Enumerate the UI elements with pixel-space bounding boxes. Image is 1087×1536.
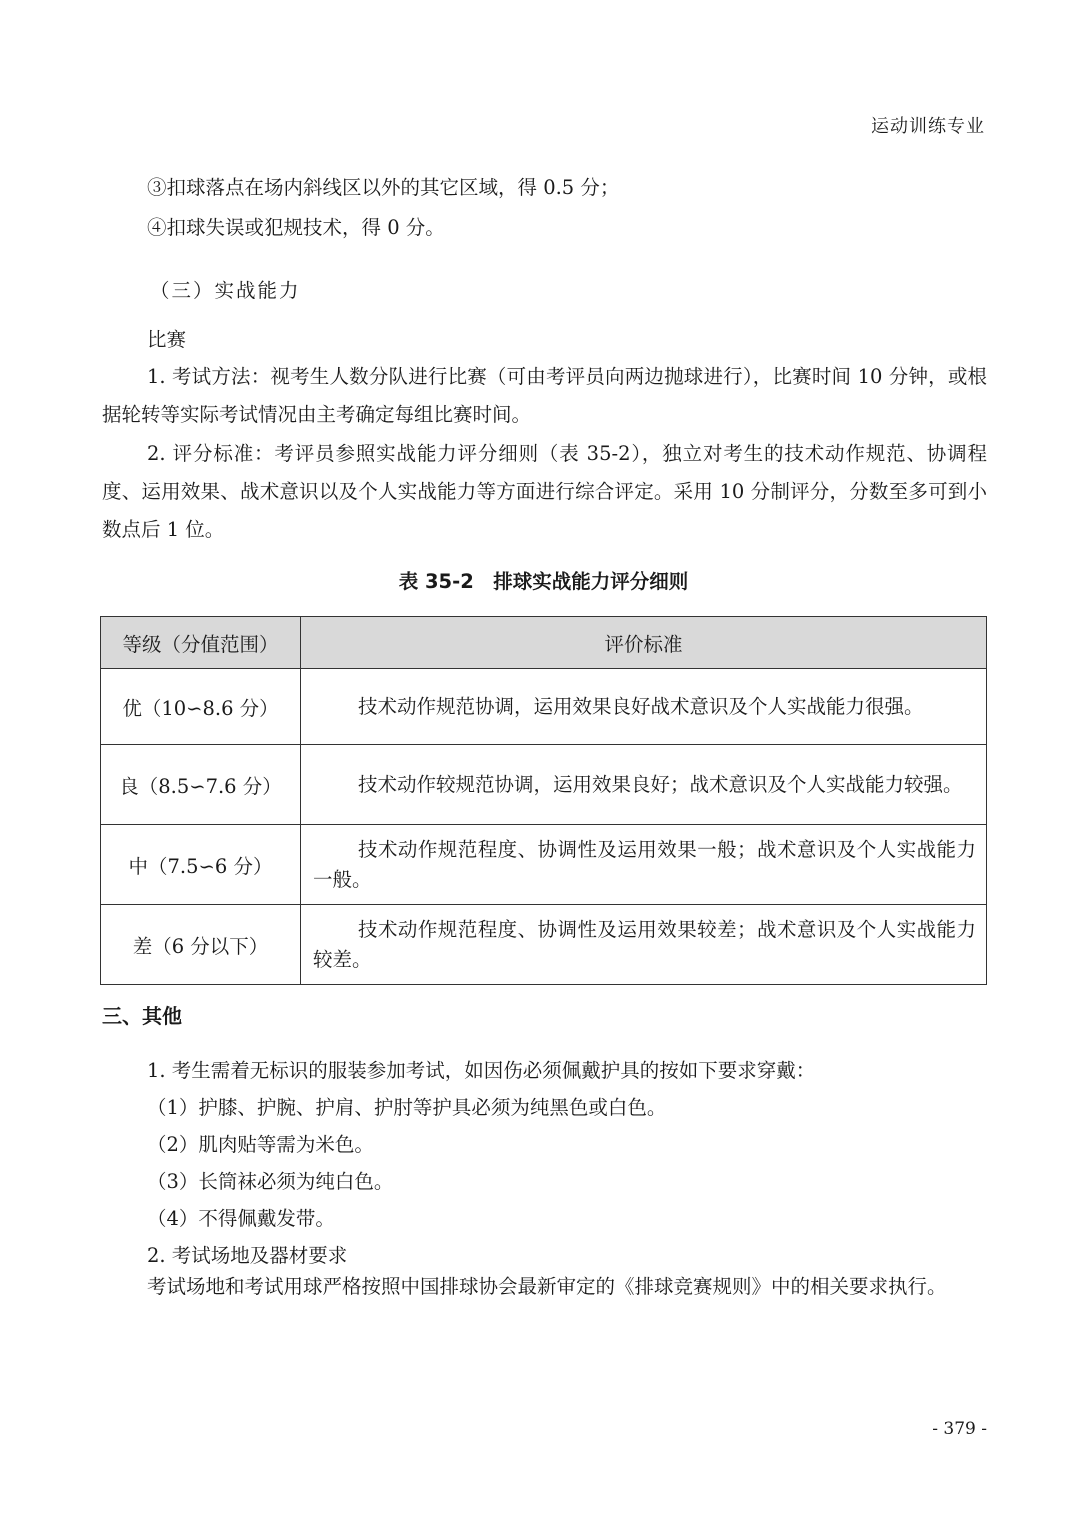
criteria-cell: 技术动作规范协调，运用效果良好战术意识及个人实战能力很强。 xyxy=(301,669,987,745)
venue-requirement-heading: 2. 考试场地及器材要求 xyxy=(147,1244,348,1267)
grade-cell: 良（8.5∽7.6 分） xyxy=(101,745,301,825)
attire-sub-item-2: （2）肌肉贴等需为米色。 xyxy=(147,1133,374,1156)
scoring-table xyxy=(100,616,987,985)
attire-sub-item-4: （4）不得佩戴发带。 xyxy=(147,1207,335,1230)
scoring-item-3: ③扣球落点在场内斜线区以外的其它区域，得 0.5 分； xyxy=(147,176,620,199)
grade-cell: 中（7.5∽6 分） xyxy=(101,825,301,905)
venue-requirement-text: 考试场地和考试用球严格按照中国排球协会最新审定的《排球竞赛规则》中的相关要求执行。 xyxy=(147,1275,947,1298)
criteria-cell: 技术动作规范程度、协调性及运用效果一般；战术意识及个人实战能力一般。 xyxy=(301,825,987,905)
page-number: - 379 - xyxy=(932,1419,987,1439)
running-header: 运动训练专业 xyxy=(871,116,985,137)
table-header-row xyxy=(101,617,987,669)
grade-cell: 差（6 分以下） xyxy=(101,905,301,985)
scoring-standard-paragraph: 2. 评分标准：考评员参照实战能力评分细则（表 35-2），独立对考生的技术动作规范、协调程度、运用效果、战术意识以及个人实战能力等方面进行综合评定。采用 10 分制评分，分数至多可到小数点后 1 位。 xyxy=(102,442,987,541)
header-criteria: 评价标准 xyxy=(301,617,987,669)
header-grade: 等级（分值范围） xyxy=(101,617,301,669)
table-row xyxy=(101,745,987,825)
table-row xyxy=(101,905,987,985)
attire-requirement: 1. 考生需着无标识的服装参加考试，如因伤必须佩戴护具的按如下要求穿戴： xyxy=(147,1059,816,1082)
attire-sub-item-1: （1）护膝、护腕、护肩、护肘等护具必须为纯黑色或白色。 xyxy=(147,1096,667,1119)
match-label: 比赛 xyxy=(147,328,187,351)
criteria-cell: 技术动作规范程度、协调性及运用效果较差；战术意识及个人实战能力较差。 xyxy=(301,905,987,985)
grade-cell: 优（10∽8.6 分） xyxy=(101,669,301,745)
attire-sub-item-3: （3）长筒袜必须为纯白色。 xyxy=(147,1170,394,1193)
table-row xyxy=(101,825,987,905)
scoring-item-4: ④扣球失误或犯规技术，得 0 分。 xyxy=(147,216,445,239)
subsection-title: （三）实战能力 xyxy=(150,279,301,302)
table-row xyxy=(101,669,987,745)
table-caption: 表 35-2 排球实战能力评分细则 xyxy=(398,570,689,593)
criteria-cell: 技术动作较规范协调，运用效果良好；战术意识及个人实战能力较强。 xyxy=(301,745,987,825)
section-heading-other: 三、其他 xyxy=(102,1004,182,1028)
exam-method-paragraph: 1. 考试方法：视考生人数分队进行比赛（可由考评员向两边抛球进行），比赛时间 10 分钟，或根据轮转等实际考试情况由主考确定每组比赛时间。 xyxy=(102,365,987,426)
